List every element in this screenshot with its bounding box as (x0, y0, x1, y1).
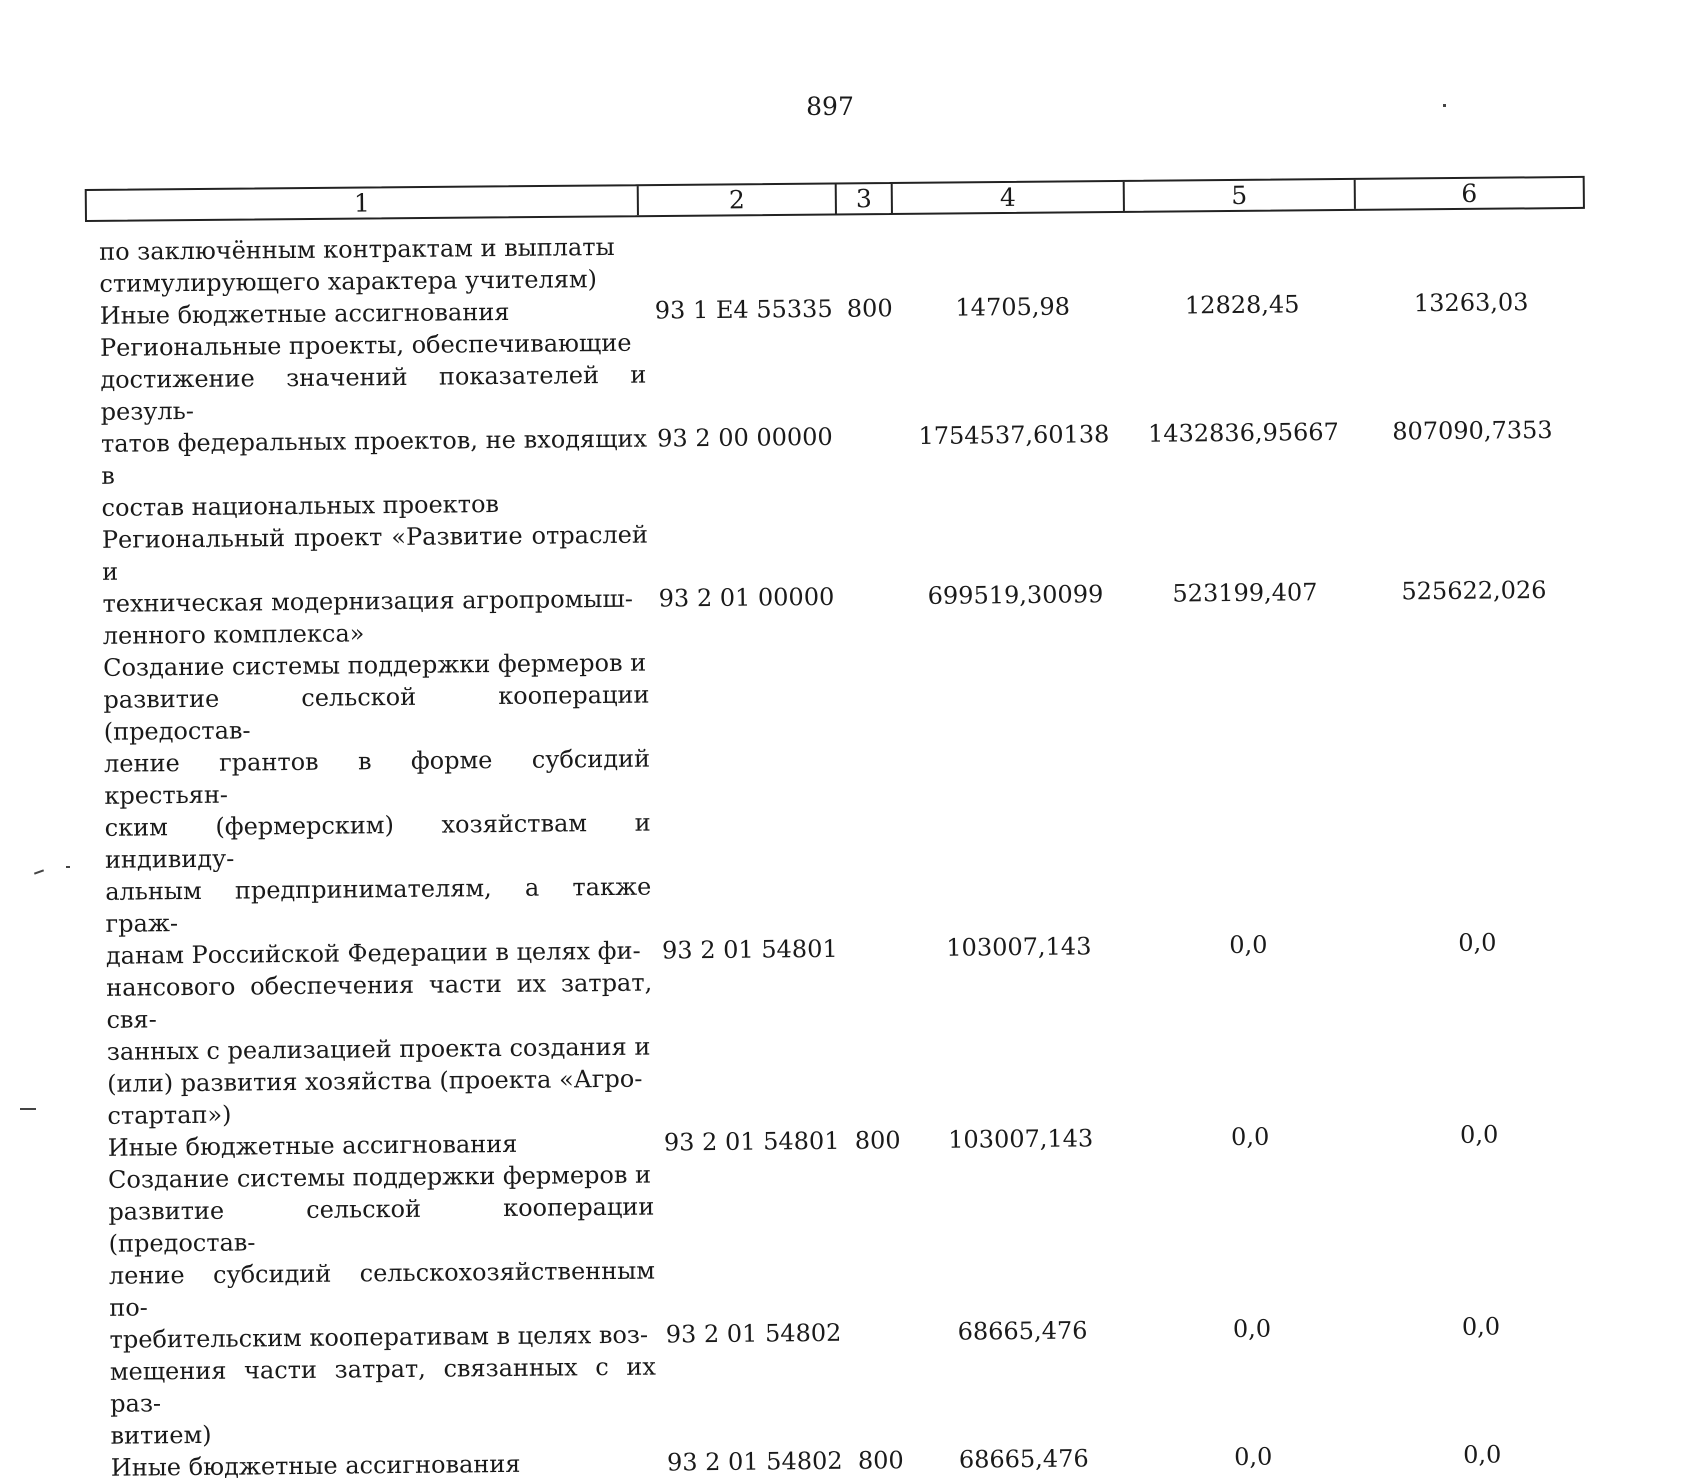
target-article-code: 93 2 01 54801 (663, 1126, 840, 1157)
target-article-code: 93 1 Е4 55335 (654, 294, 833, 325)
description-line: по заключённым контрактам и выплаты (99, 232, 615, 266)
description-line: нансового обеспечения части их затрат, свя- (106, 968, 653, 1034)
description-line: ским (фермерским) хозяйствам и индивиду- (104, 808, 651, 874)
row-description (85, 231, 646, 300)
amount-column-6: 0,0 (1461, 1312, 1501, 1341)
amount-column-6: 0,0 (1459, 1120, 1499, 1149)
expense-type-code: 800 (857, 1446, 904, 1475)
expense-type-code (841, 228, 898, 293)
description-line: Создание системы поддержки фермеров и (103, 648, 647, 682)
table-row (86, 318, 1588, 524)
description-line: стартап») (107, 1100, 232, 1130)
description-line: занных с реализацией проекта создания и (106, 1032, 651, 1066)
amount-column-4: 14705,98 (955, 292, 1071, 322)
description-line: состав национальных проектов (101, 490, 500, 522)
description-line: ление грантов в форме субсидий крестьян- (103, 744, 651, 810)
scan-speck (66, 866, 70, 868)
amount-column-6: 807090,7353 (1392, 415, 1553, 446)
description-line: ленного комплекса» (102, 619, 365, 650)
description-line: Региональный проект «Развитие отраслей и (101, 520, 649, 586)
expense-type-code (850, 1156, 909, 1445)
column-header: 6 (1461, 178, 1478, 208)
description-line: альным предпринимателям, а также граж- (105, 872, 652, 938)
table-row (94, 1150, 1597, 1452)
amount-column-4: 68665,476 (957, 1316, 1088, 1346)
column-header: 1 (87, 186, 639, 220)
amount-column-4: 103007,143 (948, 1124, 1094, 1154)
expense-type-code: 800 (854, 1126, 901, 1155)
column-header: 4 (893, 182, 1125, 213)
target-article-code (645, 229, 842, 295)
amount-column-5: 12828,45 (1184, 290, 1300, 320)
amount-column-5: 0,0 (1229, 930, 1268, 960)
target-article-code: 93 2 01 54802 (665, 1318, 842, 1349)
budget-table-body (85, 222, 1597, 1484)
amount-column-5: 1432836,95667 (1147, 417, 1340, 448)
target-article-code: 93 2 00 00000 (657, 422, 833, 453)
description-line: витием) (110, 1420, 212, 1450)
table-row (88, 510, 1589, 652)
description-line: техническая модернизация агропромыш- (102, 584, 633, 618)
scan-speck (1443, 104, 1446, 107)
target-article-code: 93 2 01 54802 (666, 1446, 843, 1477)
amount-column-6: 0,0 (1458, 928, 1497, 957)
amount-column-5: 523199,407 (1172, 578, 1318, 608)
expense-type-code (845, 644, 906, 1125)
row-description (88, 519, 649, 652)
amount-column-5: 0,0 (1230, 1122, 1270, 1152)
description-line: развитие сельской кооперации (предостав- (108, 1192, 655, 1258)
table-row (89, 638, 1594, 1132)
amount-column-6 (1356, 222, 1586, 288)
amount-column-6: 13263,03 (1413, 288, 1529, 318)
column-header: 3 (837, 184, 893, 213)
description-line: татов федеральных проектов, не входящих в (100, 424, 648, 490)
description-line: (или) развития хозяйства (проекта «Агро- (107, 1064, 643, 1098)
expense-type-code: 800 (846, 294, 893, 323)
expense-type-code (842, 324, 900, 517)
amount-column-4: 1754537,60138 (918, 420, 1110, 451)
table-header (85, 176, 1585, 222)
amount-column-4: 68665,476 (958, 1444, 1089, 1474)
description-line: Региональные проекты, обеспечивающие (99, 328, 632, 362)
amount-column-4: 699519,30099 (927, 580, 1104, 610)
target-article-code: 93 2 01 00000 (658, 582, 835, 613)
description-line: Иные бюджетные ассигнования (99, 297, 510, 330)
row-description (86, 327, 648, 524)
amount-column-4: 103007,143 (946, 932, 1092, 962)
description-line: Создание системы поддержки фермеров и (107, 1160, 652, 1194)
column-header: 2 (639, 184, 837, 215)
amount-column-5 (1127, 224, 1357, 290)
description-line: достижение значений показателей и резуль- (100, 360, 647, 426)
row-description (94, 1127, 654, 1164)
row-description (97, 1447, 657, 1484)
target-article-code: 93 2 01 54801 (661, 934, 838, 965)
description-line: мещения части затрат, связанных с их раз- (109, 1352, 657, 1418)
description-line: Иные бюджетные ассигнования (110, 1449, 521, 1482)
amount-column-6: 525622,026 (1401, 575, 1547, 606)
column-header: 5 (1125, 180, 1356, 211)
amount-column-4 (897, 226, 1128, 292)
row-description (94, 1159, 657, 1452)
row-description (86, 295, 646, 332)
description-line: стимулирующего характера учителям) (99, 265, 598, 298)
page-number: 897 (806, 92, 854, 121)
amount-column-5: 0,0 (1234, 1442, 1273, 1472)
row-description (89, 647, 654, 1132)
description-line: данам Российской Федерации в целях фи- (105, 936, 641, 970)
description-line: ление субсидий сельскохозяйственным по- (108, 1256, 656, 1322)
scan-speck (20, 1108, 36, 1110)
expense-type-code (844, 516, 901, 645)
amount-column-5: 0,0 (1232, 1314, 1272, 1344)
description-line: требительским кооперативам в целях воз- (109, 1320, 649, 1354)
description-line: развитие сельской кооперации (предостав- (103, 680, 650, 746)
amount-column-6: 0,0 (1463, 1440, 1502, 1469)
description-line: Иные бюджетные ассигнования (107, 1129, 518, 1162)
scan-speck (34, 869, 44, 874)
